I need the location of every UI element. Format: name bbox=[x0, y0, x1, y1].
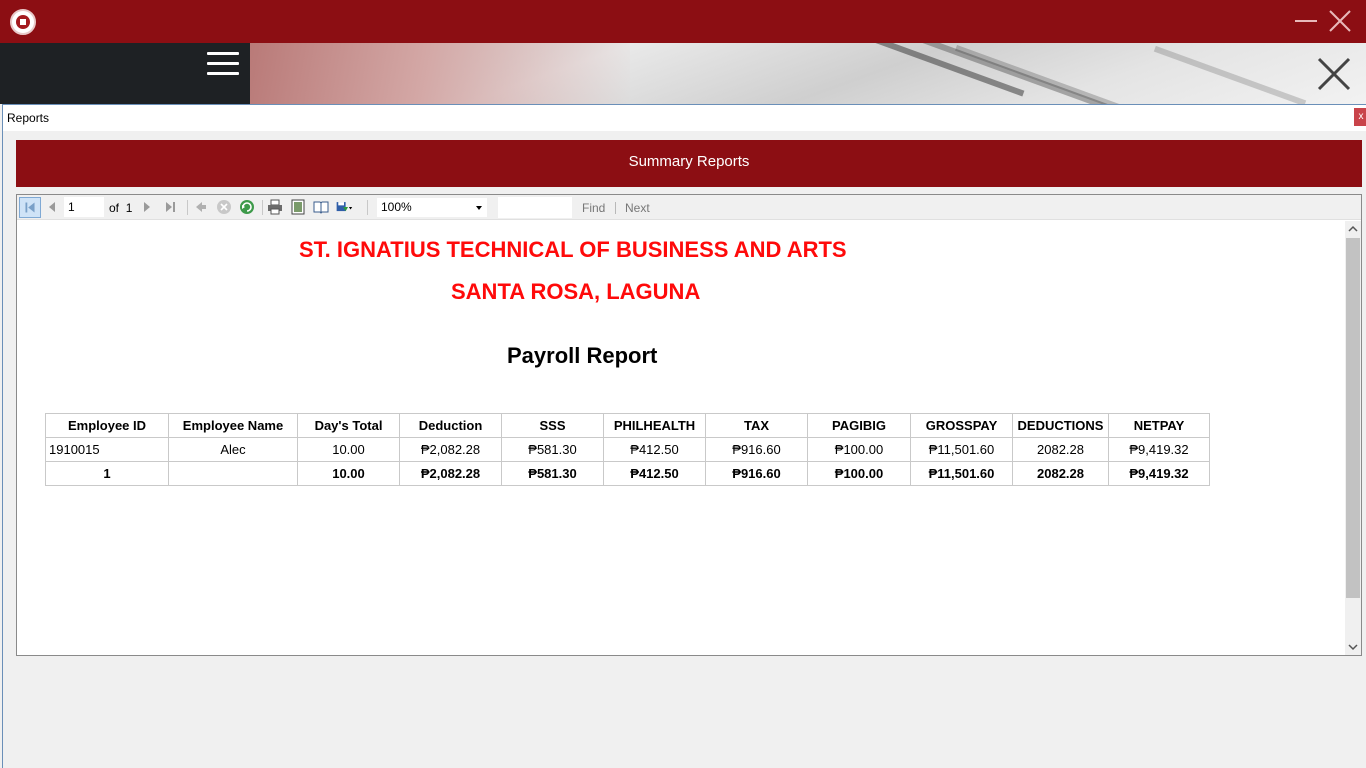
print-icon[interactable] bbox=[266, 198, 284, 216]
banner-image bbox=[250, 43, 1366, 104]
total-pagibig: ₱100.00 bbox=[808, 462, 911, 486]
page-setup-icon[interactable] bbox=[312, 198, 330, 216]
cell-days-total: 10.00 bbox=[298, 438, 400, 462]
reports-window-title: Reports bbox=[7, 111, 50, 125]
hamburger-menu-icon[interactable] bbox=[207, 52, 239, 76]
zoom-select[interactable]: 100% bbox=[377, 198, 487, 217]
column-header: TAX bbox=[706, 414, 808, 438]
close-icon[interactable] bbox=[1317, 57, 1351, 91]
table-header-row bbox=[46, 414, 1210, 438]
find-input[interactable] bbox=[498, 197, 572, 218]
find-button[interactable]: Find bbox=[582, 201, 606, 215]
header-banner bbox=[0, 43, 1366, 104]
column-header: GROSSPAY bbox=[911, 414, 1013, 438]
total-count: 1 bbox=[46, 462, 169, 486]
cell-employee-id: 1910015 bbox=[46, 438, 169, 462]
menu-panel bbox=[0, 43, 250, 104]
cell-netpay: ₱9,419.32 bbox=[1109, 438, 1210, 462]
total-tax: ₱916.60 bbox=[706, 462, 808, 486]
refresh-icon[interactable] bbox=[238, 198, 256, 216]
total-netpay: ₱9,419.32 bbox=[1109, 462, 1210, 486]
first-page-button[interactable] bbox=[19, 197, 41, 218]
scroll-down-icon[interactable] bbox=[1345, 639, 1361, 655]
total-sss: ₱581.30 bbox=[502, 462, 604, 486]
report-title: Payroll Report bbox=[507, 343, 658, 368]
column-header: DEDUCTIONS bbox=[1013, 414, 1109, 438]
total-deduction: ₱2,082.28 bbox=[400, 462, 502, 486]
scrollbar-thumb[interactable] bbox=[1346, 238, 1360, 598]
cell-deduction: ₱2,082.28 bbox=[400, 438, 502, 462]
cell-pagibig: ₱100.00 bbox=[808, 438, 911, 462]
column-header: Employee Name bbox=[169, 414, 298, 438]
page-number-input[interactable] bbox=[64, 197, 104, 217]
app-titlebar bbox=[0, 0, 1366, 43]
column-header: PAGIBIG bbox=[808, 414, 911, 438]
previous-page-button[interactable] bbox=[44, 198, 62, 216]
school-name: ST. IGNATIUS TECHNICAL OF BUSINESS AND ARTS bbox=[299, 237, 847, 262]
total-grosspay: ₱11,501.60 bbox=[911, 462, 1013, 486]
total-blank bbox=[169, 462, 298, 486]
cell-sss: ₱581.30 bbox=[502, 438, 604, 462]
reports-titlebar bbox=[3, 105, 1366, 131]
totals-row bbox=[46, 462, 1210, 486]
reports-close-button[interactable]: x bbox=[1354, 108, 1366, 126]
back-icon[interactable] bbox=[192, 198, 210, 216]
column-header: SSS bbox=[502, 414, 604, 438]
window-close-button[interactable] bbox=[1327, 8, 1353, 34]
report-toolbar bbox=[17, 195, 1361, 220]
total-deductions: 2082.28 bbox=[1013, 462, 1109, 486]
page-of-label: of 1 bbox=[109, 201, 133, 215]
last-page-button[interactable] bbox=[161, 198, 179, 216]
school-logo-icon bbox=[10, 9, 36, 35]
total-philhealth: ₱412.50 bbox=[604, 462, 706, 486]
summary-reports-header: Summary Reports bbox=[16, 140, 1362, 187]
stop-icon[interactable] bbox=[215, 198, 233, 216]
table-row bbox=[46, 438, 1210, 462]
column-header: PHILHEALTH bbox=[604, 414, 706, 438]
find-next-button[interactable]: Next bbox=[625, 201, 650, 215]
school-location: SANTA ROSA, LAGUNA bbox=[451, 279, 701, 304]
export-icon[interactable] bbox=[335, 198, 353, 216]
vertical-scrollbar[interactable] bbox=[1345, 221, 1361, 655]
report-page bbox=[17, 221, 1345, 655]
scroll-up-icon[interactable] bbox=[1345, 221, 1361, 237]
payroll-table bbox=[45, 413, 1210, 486]
cell-philhealth: ₱412.50 bbox=[604, 438, 706, 462]
cell-deductions: 2082.28 bbox=[1013, 438, 1109, 462]
cell-tax: ₱916.60 bbox=[706, 438, 808, 462]
cell-employee-name: Alec bbox=[169, 438, 298, 462]
total-days: 10.00 bbox=[298, 462, 400, 486]
reports-window bbox=[2, 104, 1366, 768]
column-header: Day's Total bbox=[298, 414, 400, 438]
print-layout-icon[interactable] bbox=[289, 198, 307, 216]
next-page-button[interactable] bbox=[138, 198, 156, 216]
column-header: Deduction bbox=[400, 414, 502, 438]
column-header: Employee ID bbox=[46, 414, 169, 438]
cell-grosspay: ₱11,501.60 bbox=[911, 438, 1013, 462]
chevron-down-icon bbox=[476, 206, 482, 210]
minimize-button[interactable] bbox=[1295, 20, 1317, 22]
report-viewer bbox=[16, 194, 1362, 656]
column-header: NETPAY bbox=[1109, 414, 1210, 438]
